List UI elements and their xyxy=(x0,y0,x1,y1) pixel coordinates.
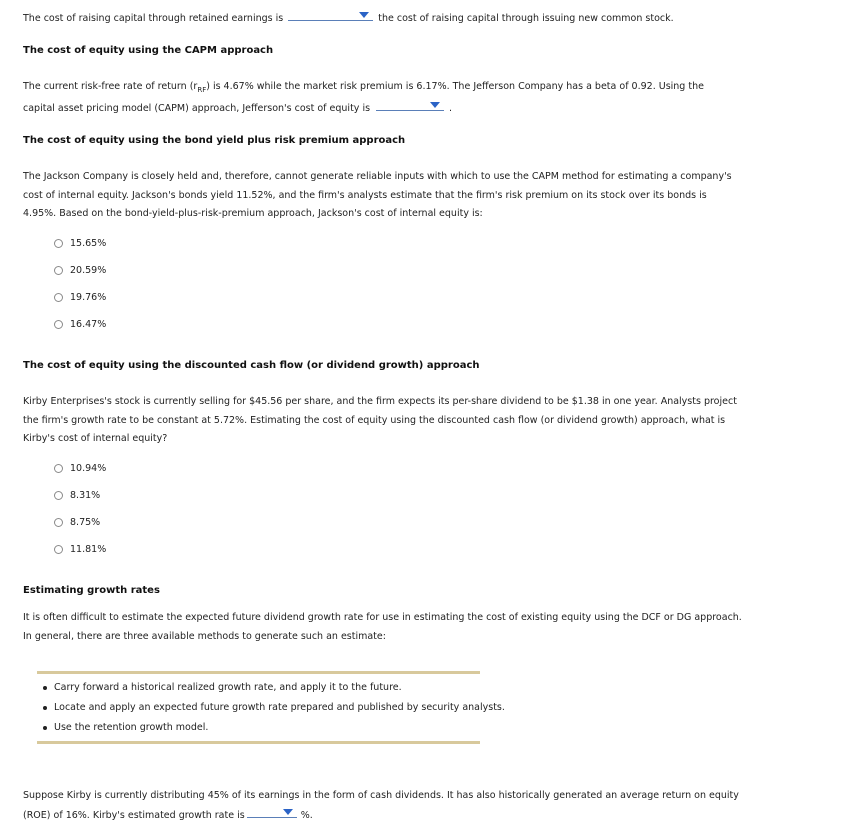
chevron-down-icon xyxy=(283,809,293,815)
growth-line-1: It is often difficult to estimate the expected future dividend growth rate for use in estimating the cost of existing equity using the DCF or DG approach. xyxy=(23,612,742,623)
radio-button[interactable] xyxy=(54,293,63,302)
radio-button[interactable] xyxy=(54,491,63,500)
dcf-option-1[interactable]: 10.94% xyxy=(54,461,106,475)
bond-line-1: The Jackson Company is closely held and, therefore, cannot generate reliable inputs with which to use the CAPM method for estimating a company's xyxy=(23,171,732,182)
bond-option-3[interactable]: 19.76% xyxy=(54,290,106,304)
bond-option-4[interactable]: 16.47% xyxy=(54,317,106,331)
intro-text-post: the cost of raising capital through issuing new common stock. xyxy=(378,13,674,24)
growth-line-2: In general, there are three available methods to generate such an estimate: xyxy=(23,630,386,642)
bond-option-2[interactable]: 20.59% xyxy=(54,263,106,277)
capm-line-2: capital asset pricing model (CAPM) approach, Jefferson's cost of equity is . xyxy=(23,99,704,119)
capm-cost-of-equity-dropdown[interactable] xyxy=(376,99,444,111)
methods-list xyxy=(42,682,505,742)
chevron-down-icon xyxy=(430,102,440,108)
dcf-option-3[interactable]: 8.75% xyxy=(54,515,100,529)
radio-button[interactable] xyxy=(54,239,63,248)
bond-line-3: 4.95%. Based on the bond-yield-plus-risk-premium approach, Jackson's cost of internal equity is: xyxy=(23,208,483,219)
bond-heading: The cost of equity using the bond yield plus risk premium approach xyxy=(23,135,406,146)
bullet-icon xyxy=(43,726,47,730)
bond-paragraph xyxy=(23,168,732,224)
callout-top-border xyxy=(37,671,480,674)
capm-paragraph xyxy=(23,78,704,119)
dcf-line-3: Kirby's cost of internal equity? xyxy=(23,433,168,444)
rf-subscript: RF xyxy=(197,85,207,94)
intro-text-pre: The cost of raising capital through retained earnings is xyxy=(23,13,284,24)
dcf-option-4[interactable]: 11.81% xyxy=(54,542,106,556)
capm-heading: The cost of equity using the CAPM approach xyxy=(23,45,274,56)
growth-final-paragraph xyxy=(23,787,739,825)
retained-vs-new-stock-dropdown[interactable] xyxy=(288,9,373,21)
radio-button[interactable] xyxy=(54,266,63,275)
radio-button[interactable] xyxy=(54,545,63,554)
capm-line-1: The current risk-free rate of return $(r_{RF})$ is 4.67% while the market risk premium is 6.17%. The Jefferson Company has a beta of 0.92. Using the xyxy=(23,81,704,94)
bond-line-2: cost of internal equity. Jackson's bonds yield 11.52%, and the firm's analysts estimate that the firm's risk premium on its stock over its bonds is xyxy=(23,189,707,201)
growth-heading: Estimating growth rates xyxy=(23,585,160,596)
radio-button[interactable] xyxy=(54,464,63,473)
growth-final-line-1: Suppose Kirby is currently distributing 45% of its earnings in the form of cash dividends. It has also historically generated an average return on equity xyxy=(23,790,739,801)
bullet-icon xyxy=(43,706,47,710)
growth-paragraph xyxy=(23,609,742,646)
bullet-icon xyxy=(43,686,47,690)
dcf-heading: The cost of equity using the discounted cash flow (or dividend growth) approach xyxy=(23,360,480,371)
dcf-option-2[interactable]: 8.31% xyxy=(54,488,100,502)
growth-rate-dropdown[interactable] xyxy=(247,806,297,818)
dcf-line-2: the firm's growth rate to be constant at 5.72%. Estimating the cost of equity using the discounted cash flow (or dividend growth) approach, what is xyxy=(23,414,726,426)
callout-bottom-border xyxy=(37,741,480,744)
radio-button[interactable] xyxy=(54,518,63,527)
list-item: Locate and apply an expected future growth rate prepared and published by security analysts. xyxy=(42,702,505,722)
list-item: Use the retention growth model. xyxy=(42,722,505,742)
dcf-paragraph xyxy=(23,393,737,449)
chevron-down-icon xyxy=(359,12,369,18)
dcf-line-1: Kirby Enterprises's stock is currently selling for $45.56 per share, and the firm expects its per-share dividend to be $1.38 in one year. Analysts project xyxy=(23,396,737,407)
list-item: Carry forward a historical realized growth rate, and apply it to the future. xyxy=(42,682,505,702)
radio-button[interactable] xyxy=(54,320,63,329)
intro-sentence xyxy=(23,9,674,24)
growth-final-line-2: (ROE) of 16%. Kirby's estimated growth rate is %. xyxy=(23,806,739,826)
bond-option-1[interactable]: 15.65% xyxy=(54,236,106,250)
